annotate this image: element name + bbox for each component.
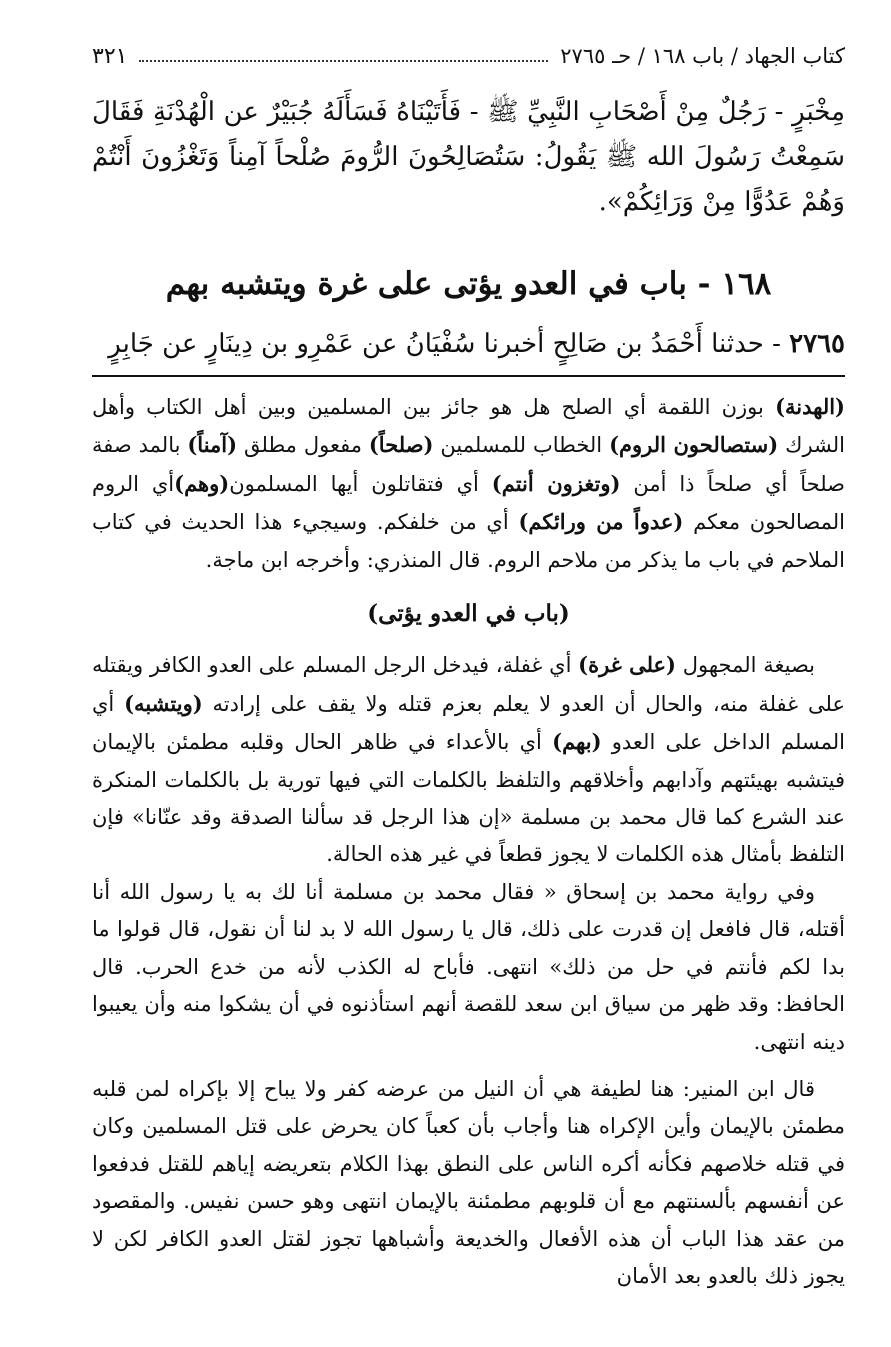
explanation-text: أي فتقاتلون أيها المسلمون [229,471,492,496]
explanation-text: بوزن اللقمة أي الصلح هل هو جائز بين المسلمين وبين أهل الكتاب وأهل الشرك [92,395,845,458]
hadith-number: ٢٧٦٥ [789,329,845,359]
commentary-subheading: (باب في العدو يؤتى) [367,600,570,628]
explanation-text: أي من خلفكم. وسيجيء هذا الحديث في كتاب الملاحم في باب ما يذكر من ملاحم الروم. قال المنذري: وأخرجه ابن ماجة. [92,510,845,572]
commentary-paragraph-1 [92,388,845,579]
term: (بهم) [552,729,602,755]
term: (عدواً من ورائكم) [518,509,684,535]
term: (الهدنة) [775,394,845,419]
commentary-block [92,388,845,1295]
hadith-isnad [92,322,845,366]
term: (آمناً) [187,432,238,458]
commentary-paragraph-3: وفي رواية محمد بن إسحاق « فقال محمد بن مسلمة أنا لك به يا رسول الله أنا أقتله، قال فافعل إن قدرت على ذلك، قال يا رسول الله لا بد لنا أن نقول، قال قولوا ما بدا لكم فأنتم في حل من ذلك» انتهى. فأباح له الكذب لأنه من خدع الحرب. قال الحافظ: وقد ظهر من سياق ابن سعد للقصة أنهم استأذنوه في أن يشكوا منه وأن يعيبوا دينه انتهى. [92,879,845,1054]
explanation-text: أي بالأعداء في ظاهر الحال وقلبه مطمئن بالإيمان فيتشبه بهيئتهم وآدابهم وأخلاقهم والتلفظ بالكلمات التي فيها تورية بل بالكلمات المنكرة عند الشرع كما قال محمد بن مسلمة «إن هذا الرجل قد سألنا الصدقة وقد عنّانا» فإن التلفظ بأمثال هذه الكلمات لا يجوز قطعاً في غير هذه الحالة. [92,730,845,867]
term: (وتغزون أنتم) [491,470,621,496]
header-title: كتاب الجهاد / باب ١٦٨ / حـ ٢٧٦٥ [560,44,845,68]
explanation-text: أي الروم المصالحون معكم [92,471,846,535]
explanation-text: بصيغة المجهول [676,653,815,678]
term: (ستصالحون الروم) [609,432,779,458]
term: (صلحاً) [368,432,434,458]
term: (على غرة) [578,652,676,678]
explanation-text: أي غفلة، فيدخل الرجل المسلم على العدو الكافر ويقتله على غفلة منه، والحال أن العدو لا يعلم بعزم قتله ولا يقف على إرادته [92,653,845,716]
page-number: ٣٢١ [92,43,128,69]
hadith-text-continued: مِخْبَرٍ - رَجُلٌ مِنْ أَصْحَابِ النَّبِيِّ ﷺ - فَأَتَيْنَاهُ فَسَأَلَهُ جُبَيْرٌ عن الْهُدْنَةِ فَقَالَ سَمِعْتُ رَسُولَ الله ﷺ يَقُولُ: سَتُصَالِحُونَ الرُّومَ صُلْحاً آمِناً وَتَغْزُونَ أَنْتُمْ وَهُمْ عَدُوًّا مِنْ وَرَائِكُمْ». [92,97,845,217]
term: (ويتشبه) [124,690,203,716]
term: (وهم) [174,470,230,496]
explanation-text: أي المسلم الداخل على العدو [92,691,846,755]
explanation-text: الخطاب للمسلمين [433,433,610,458]
separator-rule [92,375,845,377]
explanation-text: مفعول مطلق [237,433,369,458]
commentary-paragraph-2 [92,646,845,873]
commentary-paragraph-4: قال ابن المنير: هنا لطيفة هي أن النيل من عرضه كفر ولا يباح إلا بإكراه لمن قلبه مطمئن بالإيمان وأين الإكراه هنا وأجاب بأن كعباً كان يحرض على قتل المسلمين وكان في قتله خلاصهم فكأنه أكره الناس على النطق بهذا الكلام بتعريضه إياهم للقتل فدفعوا عن أنفسهم بألسنتهم مع أن قلوبهم مطمئنة بالإيمان انتهى وهو حسن نفيس. والمقصود من عقد هذا الباب أن هذه الأفعال والخديعة وأشباهها تجوز لقتل العدو الكافر لكن لا يجوز ذلك بالعدو بعد الأمان [92,1076,845,1288]
explanation-text: بالمد صفة صلحاً أي صلحاً ذا أمن [92,433,845,496]
chapter-heading: ١٦٨ - باب في العدو يؤتى على غرة ويتشبه بهم [165,266,772,302]
isnad-text: - حدثنا أَحْمَدُ بن صَالِحٍ أخبرنا سُفْيَانُ عن عَمْرِو بن دِينَارٍ عن جَابِرٍ [108,329,781,359]
running-header [92,38,845,74]
header-dot-leader [139,50,548,62]
